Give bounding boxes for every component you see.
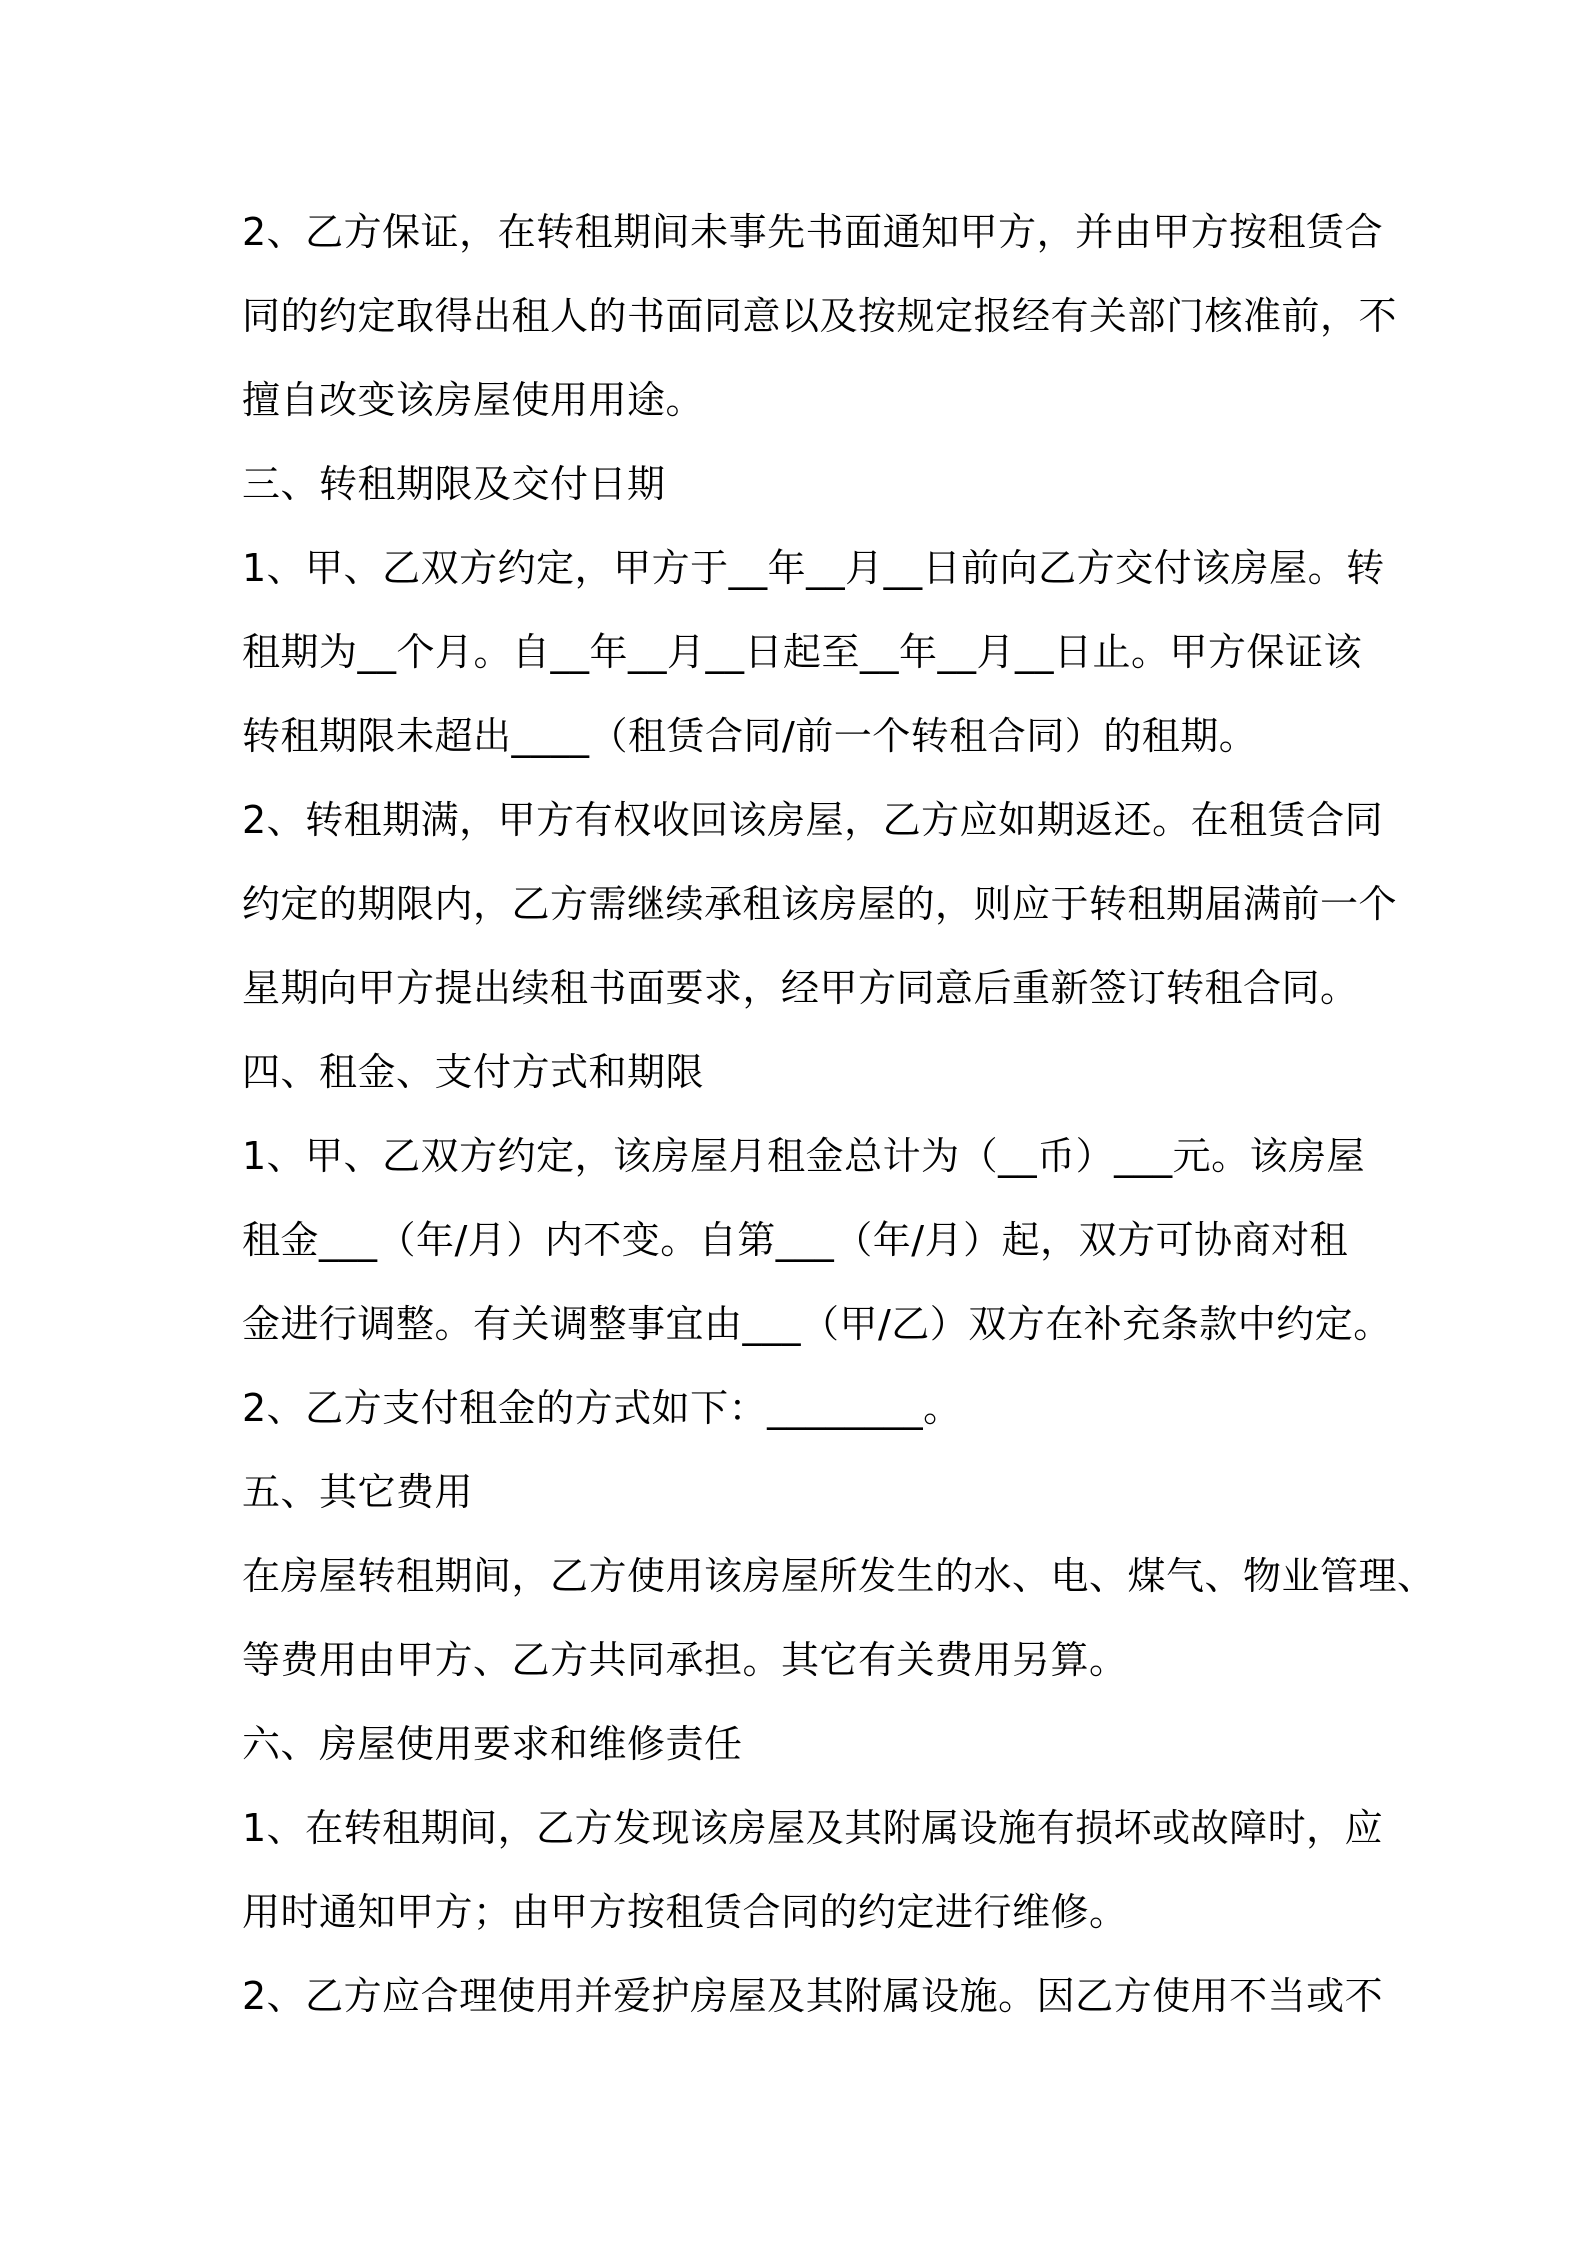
clause-6-1-line-2: 用时通知甲方；由甲方按租赁合同的约定进行维修。 [242,1890,1128,1934]
section-5-heading: 五、其它费用 [242,1470,474,1514]
clause-3-1-line-1: 1、甲、乙双方约定，甲方于__年__月__日前向乙方交付该房屋。转 [242,546,1385,590]
clause-2-2-line-3: 擅自改变该房屋使用用途。 [242,378,705,422]
section-6-heading: 六、房屋使用要求和维修责任 [242,1722,743,1766]
clause-3-1-line-2: 租期为__个月。自__年__月__日起至__年__月__日止。甲方保证该 [242,630,1363,674]
section-5-body-line-2: 等费用由甲方、乙方共同承担。其它有关费用另算。 [242,1638,1128,1682]
clause-3-1-line-3: 转租期限未超出____（租赁合同/前一个转租合同）的租期。 [242,714,1258,758]
clause-2-2-line-2: 同的约定取得出租人的书面同意以及按规定报经有关部门核准前，不 [242,294,1398,338]
clause-2-2-line-1: 2、乙方保证，在转租期间未事先书面通知甲方，并由甲方按租赁合 [242,210,1384,254]
clause-6-2-line-1: 2、乙方应合理使用并爱护房屋及其附属设施。因乙方使用不当或不 [242,1974,1384,2018]
clause-3-2-line-3: 星期向甲方提出续租书面要求，经甲方同意后重新签订转租合同。 [242,966,1359,1010]
clause-3-2-line-2: 约定的期限内，乙方需继续承租该房屋的，则应于转租期届满前一个 [242,882,1398,926]
section-5-body-line-1: 在房屋转租期间，乙方使用该房屋所发生的水、电、煤气、物业管理、 [242,1554,1436,1598]
clause-6-1-line-1: 1、在转租期间，乙方发现该房屋及其附属设施有损坏或故障时，应 [242,1806,1384,1850]
clause-4-1-line-3: 金进行调整。有关调整事宜由___（甲/乙）双方在补充条款中约定。 [242,1302,1392,1346]
clause-4-1-line-2: 租金___（年/月）内不变。自第___（年/月）起，双方可协商对租 [242,1218,1349,1262]
document-page [242,190,1436,2038]
section-3-heading: 三、转租期限及交付日期 [242,462,666,506]
clause-3-2-line-1: 2、转租期满，甲方有权收回该房屋，乙方应如期返还。在租赁合同 [242,798,1384,842]
clause-4-1-line-1: 1、甲、乙双方约定，该房屋月租金总计为（__币）___元。该房屋 [242,1134,1366,1178]
clause-4-2-line-1: 2、乙方支付租金的方式如下：________。 [242,1386,962,1430]
section-4-heading: 四、租金、支付方式和期限 [242,1050,705,1094]
